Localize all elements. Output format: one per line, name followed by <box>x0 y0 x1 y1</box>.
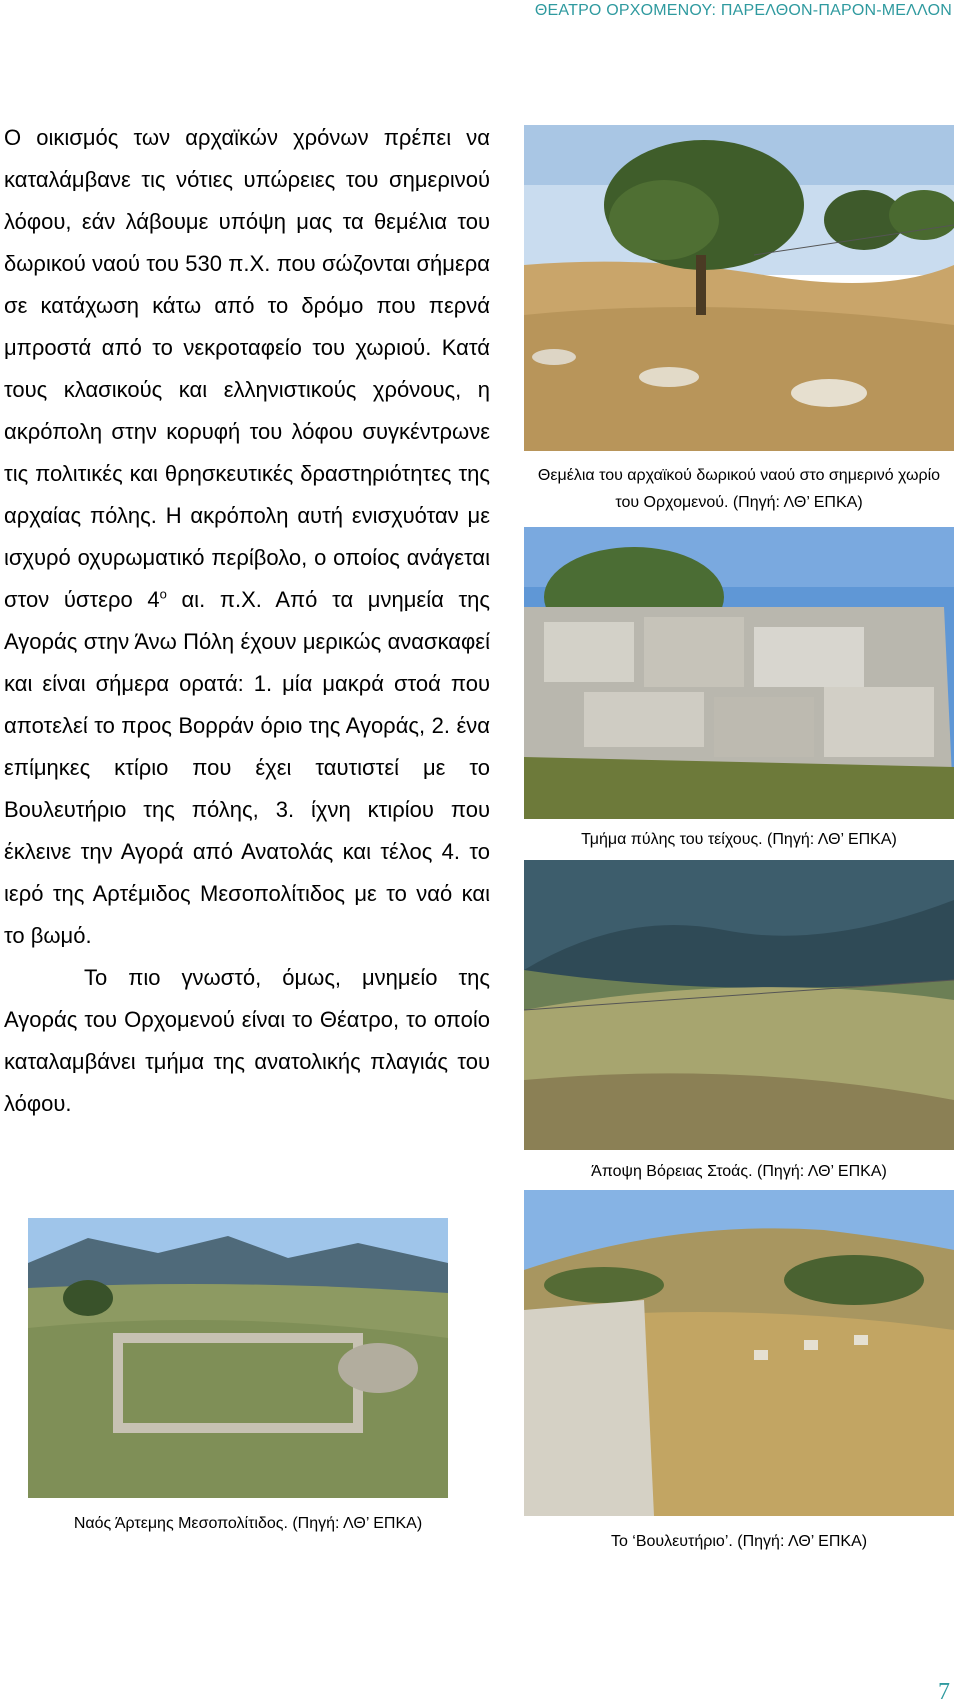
photo-artemis-temple <box>28 1218 448 1498</box>
caption-artemis-temple: Ναός Άρτεμης Μεσοπολίτιδος. (Πηγή: ΛΘ’ ΕΠΚΑ) <box>73 1515 423 1532</box>
photo-north-stoa <box>524 860 954 1150</box>
paragraph-2: Το πιο γνωστό, όμως, μνημείο της Αγοράς του Ορχομενού είναι το Θέατρο, το οποίο καταλαμβάνει τμήμα της ανατολικής πλαγιάς του λόφου. <box>4 965 490 1116</box>
caption-bouleuterion: Το ‘Βουλευτήριο’. (Πηγή: ΛΘ’ ΕΠΚΑ) <box>610 1533 868 1550</box>
paragraph-1: Ο οικισμός των αρχαϊκών χρόνων πρέπει να καταλάμβανε τις νότιες υπώρειες του σημερινού λόφου, εάν λάβουμε υπόψη μας τα θεμέλια του δωρικού ναού του 530 π.Χ. που σώζονται σήμερα σε κατάχωση κάτω από το δρόμο που περνά μπροστά από το νεκροταφείο του χωριού. Κατά τους κλασικούς και ελληνιστικούς χρόνους, η ακρόπολη στην κορυφή του λόφου συγκέντρωνε τις πολιτικές και θρησκευτικές δραστηριότητες της αρχαίας πόλης. Η ακρόπολη αυτή ενισχυόταν με ισχυρό οχυρωματικό περίβολο, ο οποίος ανάγεται στον ύστερο $4^o$ αι. π.Χ. Από τα μνημεία της Αγοράς στην Άνω Πόλη έχουν μερικώς ανασκαφεί και είναι σήμερα ορατά: 1. μία μακρά στοά που αποτελεί το προς Βορράν όριο της Αγοράς, 2. ένα επίμηκες κτίριο που έχει ταυτιστεί με το Βουλευτήριο της πόλης, 3. ίχνη κτιρίου που έκλεινε την Αγορά από Ανατολάς και τέλος 4. το ιερό της Αρτέμιδος Μεσοπολίτιδος με το ναό και το βωμό. <box>4 125 490 948</box>
caption-north-stoa: Άποψη Βόρειας Στοάς. (Πηγή: ΛΘ’ ΕΠΚΑ) <box>591 1163 887 1180</box>
caption-temple-foundations: Θεμέλια του αρχαϊκού δωρικού ναού στο σημερινό χωρίο του Ορχομενού. (Πηγή: ΛΘ’ ΕΠΚΑ) <box>537 467 941 511</box>
caption-gate-wall: Τμήμα πύλης του τείχους. (Πηγή: ΛΘ’ ΕΠΚΑ) <box>581 831 897 848</box>
page-number: 7 <box>938 1679 950 1705</box>
photo-bouleuterion <box>524 1190 954 1516</box>
photo-gate-wall <box>524 527 954 819</box>
photo-temple-foundations <box>524 125 954 451</box>
body-text <box>4 117 490 1125</box>
superscript: ο <box>159 586 167 602</box>
running-header: ΘΕΑΤΡΟ ΟΡΧΟΜΕΝΟΥ: ΠΑΡΕΛΘΟΝ-ΠΑΡΟΝ-ΜΕΛΛΟΝ <box>534 2 952 19</box>
